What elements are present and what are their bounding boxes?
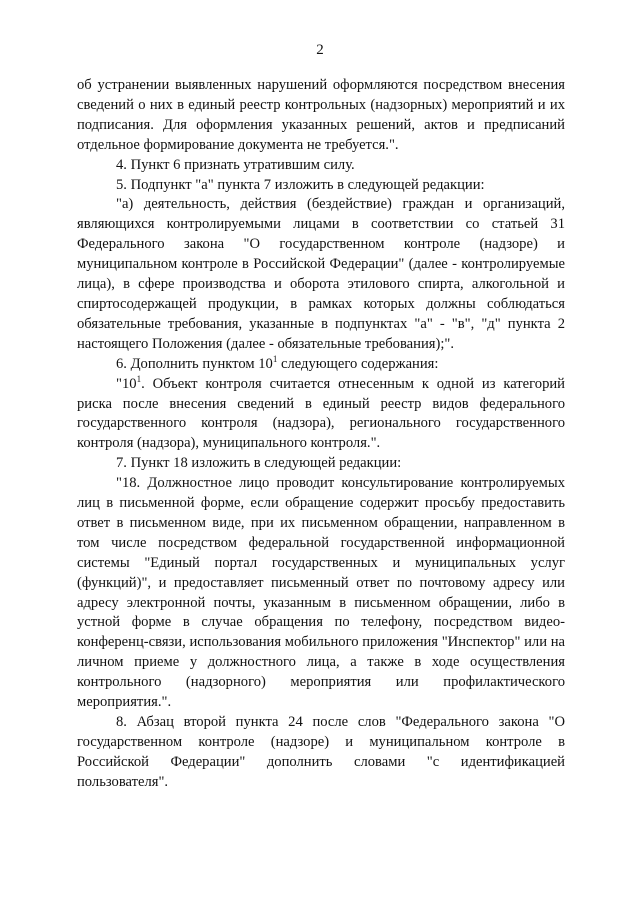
paragraph-item-5-text: "а) деятельность, действия (бездействие) граждан и организаций, являющихся контролируемыми лицами в соответствии со статьей 31 Федерального закона "О государственном контроле (надзоре) и муниципальном контроле в Российской Федерации" (далее - контролируемые лица), в сфере производства и оборота этилового спирта, алкогольной и спиртосодержащей продукции, в рамках которых должны соблюдаться обязательные требования, указанные в подпунктах "а" - "в", "д" пункта 2 настоящего Положения (далее - обязательные требования);". — [77, 196, 565, 352]
paragraph-item-6-text-before: "10 — [116, 375, 137, 392]
paragraph-item-6-text-superscript: 1 — [136, 373, 142, 384]
paragraph-item-6 — [77, 355, 565, 375]
paragraph-item-8: 8. Абзац второй пункта 24 после слов "Федерального закона "О государственном контроле (надзоре) и муниципальном контроле в Российской Федерации" дополнить словами "с идентификацией пользователя". — [77, 714, 565, 790]
paragraph-item-4: 4. Пункт 6 признать утратившим силу. — [116, 156, 355, 173]
paragraph-item-6-text-after: . Объект контроля считается отнесенным к одной из категорий риска после внесения сведений в единый реестр видов федерального государственного контроля (надзора), регионального государственного контроля (надзора), муниципального контроля.". — [77, 375, 565, 452]
document-body — [77, 76, 565, 793]
paragraph-item-6-superscript: 1 — [272, 353, 278, 364]
paragraph-item-6-before: 6. Дополнить пунктом 10 — [116, 355, 273, 372]
paragraph-item-7-text: "18. Должностное лицо проводит консультирование контролируемых лиц в письменной форме, если обращение содержит просьбу предоставить ответ в письменном виде, при их письменном обращении, направленном в том числе посредством федеральной государственной информационной системы "Единый портал государственных и муниципальных услуг (функций)", и предоставляет письменный ответ по почтовому адресу или адресу электронной почты, указанным в письменном обращении, либо в устной форме в случае обращения по телефону, посредством видео-конференц-связи, использования мобильного приложения "Инспектор" или на личном приеме у должностного лица, а также в ходе осуществления контрольного (надзорного) мероприятия или профилактического мероприятия.". — [77, 475, 565, 711]
paragraph-continuation: об устранении выявленных нарушений оформляются посредством внесения сведений о них в единый реестр контрольных (надзорных) мероприятий и их подписания. Для оформления указанных решений, актов и предписаний отдельное формирование документа не требуется.". — [77, 77, 565, 153]
paragraph-item-5: 5. Подпункт "а" пункта 7 изложить в следующей редакции: — [116, 176, 485, 193]
paragraph-item-7: 7. Пункт 18 изложить в следующей редакции: — [116, 455, 402, 472]
paragraph-item-6-after: следующего содержания: — [277, 355, 439, 372]
page-number: 2 — [316, 42, 324, 58]
paragraph-item-6-text — [77, 375, 565, 455]
